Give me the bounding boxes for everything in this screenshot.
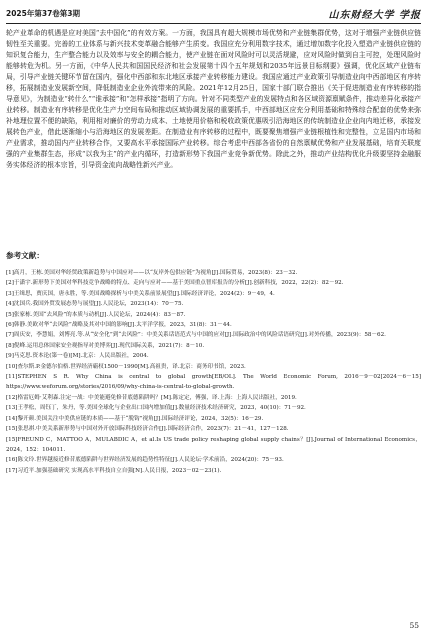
body-paragraph: 轮产业革命的机遇是应对美国“去中国化”的有效方案。一方面，我国具有超大规模市场优势和产业链集群优势，这对于增强产业链供应链韧性至关重要。完善的工业体系与新兴技术变革融合能够产生质变。我国应充分利用数字技术，通过增加数字化投入塑造产业链供应链的知识复合能力，生产整合能力以及效率与安全的耦合能力，使产业链在面对风险时可以灵活规避，应对风险时做到自主可控，处理风险时能够转危为机。另一方面，《中华人民共和国国民经济和社会发展第十四个五年规划和2035年远景目标纲要》强调，优化区域产业链布局，引导产业链关键环节留在国内，强化中西部和东北地区承接产业转移能力建设。我国应通过产业政策引导制造业向中西部地区有序转移，拓展制造业发展新空间，降低制造业企业外流带来的风险。2021年12月25日，国家十部门联合推出《关于促进制造业有序转移的指导意见》，为制造业“转什么”“谁承接”和“怎样承接”指明了方向。针对不同类型产业的发展特点和各区域资源禀赋条件，推动差异化承接产业转移。制造业有序转移是优化生产力空间布局和推动区域协调发展的重要抓手，中西部地区应充分利用基础和特殊综合配套的优势来弥补地理位置不便的缺陷，利用相对廉价的劳动力成本、土地使用价格和税收政策优惠吸引沿海地区的传统制造业企业向内地迁移，承接发展转色产业，借此逐渐缩小与沿海地区的发展差距。在制造业有序转移的过程中，既要聚焦增强产业链根植性和完整性，立足国内市场和产业需求，推动国内产业转移合作，又要高水平承接国际产业转移。综合考虑中西部各省份的自然禀赋优势和产业发展基础，培育关联度强的产业集群生态，形成“以我为主”的产业内循环，打造新形势下我国产业竞争新优势。除此之外，推动产业结构优化升级要坚持金融服务实体经济的根本宗旨，引导资金流向战略性新兴产业。 xyxy=(6,29,421,169)
reference-item: [15]张思祺.中美关系新形势与中国对外开放国际科技经济合作[J].国际经济合作，2023(7)：21－41，127－128. xyxy=(6,426,289,433)
reference-item: [9]马克思.资本论(第一卷)[M].北京：人民出版社，2004. xyxy=(6,353,149,360)
page-number: 55 xyxy=(409,621,419,630)
reference-item: [7]周庆安，李慧娟，刘博亮.等.从“安全化”到“去风险”：中美关系话语范式与中国的应对[J].国际政治中的风险话语研究[J].对外传播，2023(9)：58－62. xyxy=(6,332,386,339)
reference-item: [6]韩静.美欧对华“去风险”战略及其对中国的影响[J].太平洋学报，2023，31(8)：31－44. xyxy=(6,322,232,329)
reference-item: [8]倪峰.运用总体国家安全观指导对美博弈[J].现代国际关系，2021(7)：8－10. xyxy=(6,342,205,349)
reference-item: [4]沈国兵.我国外贸发展态势与展望[J].人民论坛，2023(14)：70－75. xyxy=(6,301,184,308)
journal-issue: 2025年第37卷第3期 xyxy=(6,9,81,18)
reference-item: [14]黎开颜.美国关注中美供应链的本质——基于“脱钩”视角[J].国际经济评论，2024，32(5)：16－29. xyxy=(6,415,264,422)
references-list xyxy=(6,268,421,476)
reference-item: [2]于潇宇.新形势下美国对华科技竞争战略的特点、走向与应对——基于美国重点智库报告的分析[J].创新科技，2022，22(2)：82－92. xyxy=(6,280,344,287)
references-heading: 参考文献： xyxy=(6,251,44,260)
reference-item: [17]习近平.加强基础研究 实现高水平科技自立自强[N].人民日报，2023－02－23(1). xyxy=(6,467,222,474)
reference-item: [10]查尔斯.P.金德尔伯格.世界经济霸权1500－1990[M].高祖贵，译.北京：商务印书馆，2023. xyxy=(6,363,246,370)
reference-item: [1]高月，王栋.美国对华经贸政策新趋势与中国应对——以“友岸外包供应链”为视角[J].国际贸易，2023(8)：23－32. xyxy=(6,270,298,276)
reference-item: [15]FREUND C，MATTOO A，MULABDIC A，et al.Is US trade policy reshaping global supply chains？[J].Journal of International Economics，2024，152：104011. xyxy=(6,436,421,453)
reference-item: [13]王孝松，周钰丁，朱丹，等.美国全球化与企业出口国内增加值[J].数量经济技术经济研究，2023，40(10)：71－92. xyxy=(6,405,306,412)
reference-item: [16]陈文玲.世界越接近修昔底德陷阱与世界经济发展的趋势性特征[J].人民论坛·学术前沿，2024(20)：75－93. xyxy=(6,457,284,464)
reference-item: [5]张家栋.美国“去风险”的本质与动机[J].人民论坛，2024(4)：83－87. xyxy=(6,311,186,318)
journal-logo: 山东财经大学 学报 xyxy=(328,10,421,21)
reference-item: [3]王缉思，贾庆国，唐永胜，等.美国战略探析与中美关系前景展望[J].国际经济评论，2024(2)：9－49，4. xyxy=(6,290,275,297)
reference-item: [11]STEPHEN S R. Why China is central to global growth[EB/OL]. The World Economic Forum, 2016－9－02[2024－6－15] https://www.weforum.org/stories/2016/09/why-china-is-central-to-global-growth. xyxy=(6,374,421,391)
page-header xyxy=(6,6,421,24)
reference-item: [12]格雷厄姆·艾利森.注定一战：中美能避免修昔底德陷阱吗？[M].陈定定，傅强，译.上海：上海人民出版社，2019. xyxy=(6,394,297,401)
